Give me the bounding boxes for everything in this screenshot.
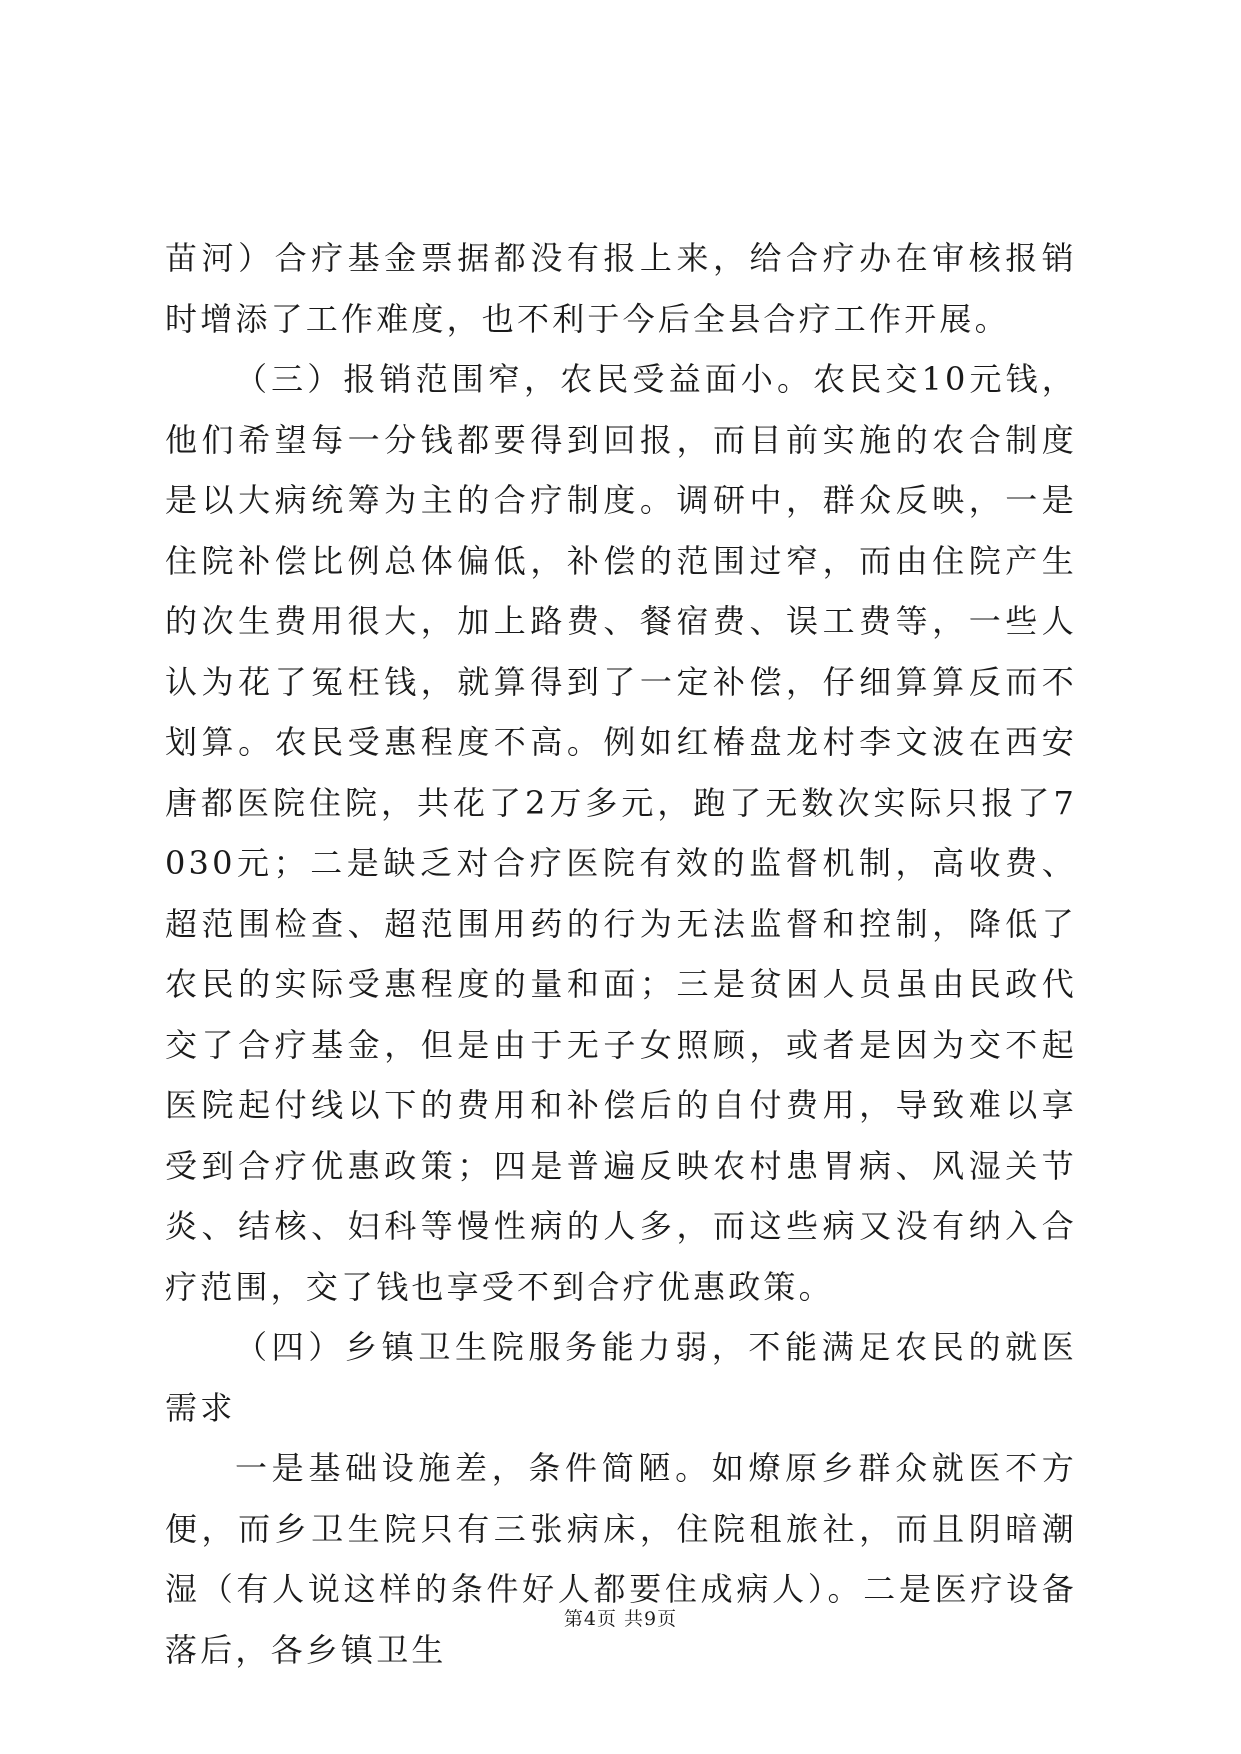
paragraph-section-four-body: 一是基础设施差，条件简陋。如燎原乡群众就医不方便，而乡卫生院只有三张病床，住院租旅社，而且阴暗潮湿（有人说这样的条件好人都要住成病人）。二是医疗设备落后，各乡镇卫生	[165, 1449, 1077, 1669]
page-number-footer: 第4页 共9页	[563, 1608, 678, 1630]
paragraph-continuation: 苗河）合疗基金票据都没有报上来，给合疗办在审核报销时增添了工作难度，也不利于今后全县合疗工作开展。	[165, 239, 1077, 338]
paragraph-section-three: （三）报销范围窄，农民受益面小。农民交10元钱，他们希望每一分钱都要得到回报，而目前实施的农合制度是以大病统筹为主的合疗制度。调研中，群众反映，一是住院补偿比例总体偏低，补偿的范围过窄，而由住院产生的次生费用很大，加上路费、餐宿费、误工费等，一些人认为花了冤枉钱，就算得到了一定补偿，仔细算算反而不划算。农民受惠程度不高。例如红椿盘龙村李文波在西安唐都医院住院，共花了2万多元，跑了无数次实际只报了7030元；二是缺乏对合疗医院有效的监督机制，高收费、超范围检查、超范围用药的行为无法监督和控制，降低了农民的实际受惠程度的量和面；三是贫困人员虽由民政代交了合疗基金，但是由于无子女照顾，或者是因为交不起医院起付线以下的费用和补偿后的自付费用，导致难以享受到合疗优惠政策；四是普遍反映农村患胃病、风湿关节炎、结核、妇科等慢性病的人多，而这些病又没有纳入合疗范围，交了钱也享受不到合疗优惠政策。	[165, 360, 1077, 1306]
document-body	[165, 228, 1077, 1680]
paragraph-section-four-heading: （四）乡镇卫生院服务能力弱，不能满足农民的就医需求	[165, 1328, 1077, 1427]
